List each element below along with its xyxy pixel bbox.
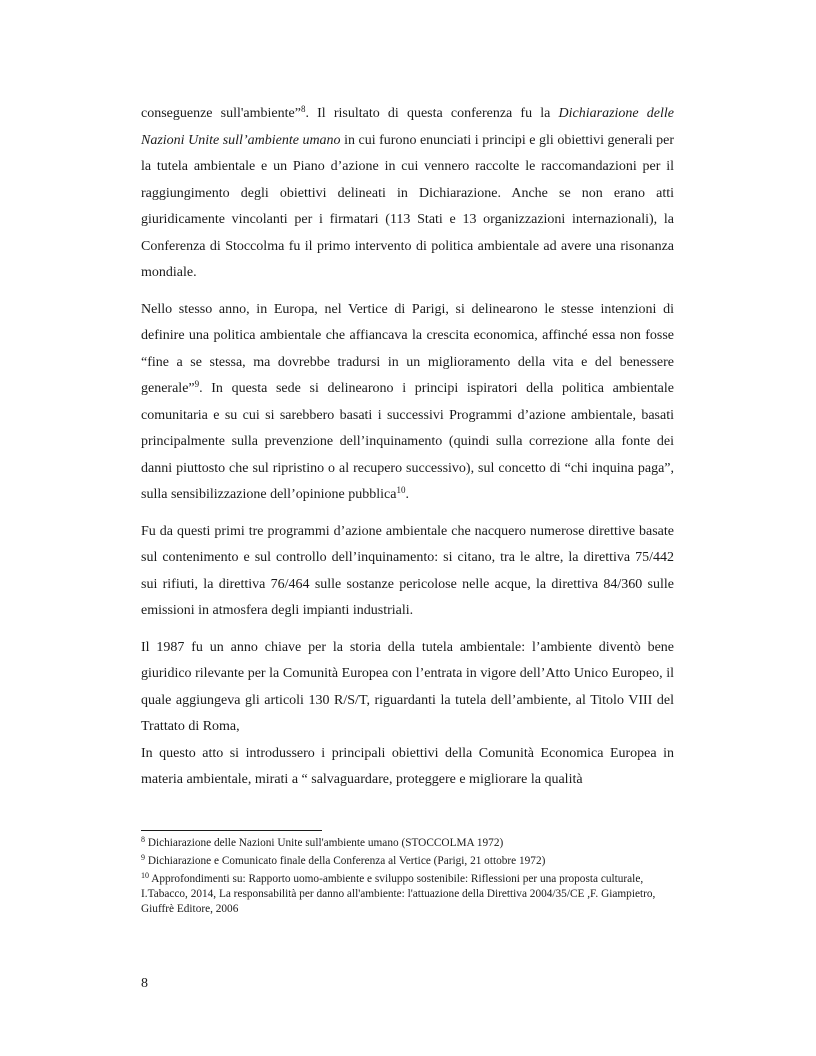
footnote-text: Dichiarazione e Comunicato finale della Conferenza al Vertice (Parigi, 21 ottobre 1972) bbox=[145, 855, 546, 867]
paragraph-text: In questo atto si introdussero i principali obiettivi della Comunità Economica Europea in materia ambientale, mirati a “ salvaguardare, proteggere e migliorare la qualità bbox=[141, 745, 674, 787]
footnote bbox=[141, 854, 674, 869]
footnote bbox=[141, 836, 674, 851]
footnotes bbox=[141, 836, 674, 920]
paragraph bbox=[141, 297, 674, 509]
italic-text: Dichiarazione delle Nazioni Unite sull’ambiente umano bbox=[141, 106, 675, 148]
paragraph bbox=[141, 635, 674, 741]
paragraph bbox=[141, 741, 674, 794]
footnote-number: 8 bbox=[141, 835, 145, 844]
footnote-text: Dichiarazione delle Nazioni Unite sull'ambiente umano (STOCCOLMA 1972) bbox=[145, 837, 504, 849]
paragraph-text: . Il risultato di questa conferenza fu la bbox=[305, 106, 559, 121]
footnote bbox=[141, 872, 674, 917]
paragraph-text: Nello stesso anno, in Europa, nel Vertice di Parigi, si delinearono le stesse intenzioni di definire una politica ambientale che affiancava la crescita economica, affinché essa non fosse “fine a se stessa, ma dovrebbe tradursi in un miglioramento della vita e del benessere generale” bbox=[141, 301, 674, 396]
paragraph-text: Il 1987 fu un anno chiave per la storia della tutela ambientale: l’ambiente diventò bene giuridico rilevante per la Comunità Europea con l’entrata in vigore dell’Atto Unico Europeo, il quale aggiungeva gli articoli 130 R/S/T, riguardanti la tutela dell’ambiente, al Titolo VIII del Trattato di Roma, bbox=[141, 639, 674, 734]
paragraph-text: Fu da questi primi tre programmi d’azione ambientale che nacquero numerose direttive basate sul contenimento e sul controllo dell’inquinamento: si citano, tra le altre, la direttiva 75/442 sui rifiuti, la direttiva 76/464 sulle sostanze pericolose nelle acque, la direttiva 84/360 sulle emissioni in atmosfera degli impianti industriali. bbox=[141, 523, 674, 618]
footnote-separator bbox=[141, 830, 322, 831]
paragraph-text: . bbox=[405, 487, 409, 502]
footnote-text: Approfondimenti su: Rapporto uomo-ambiente e sviluppo sostenibile: Riflessioni per una proposta culturale, I.Tabacco, 2014, La responsabilità per danno all'ambiente: l'attuazione della Direttiva 2004/35/CE ,F. Giampietro, Giuffrè Editore, 2006 bbox=[141, 873, 656, 915]
paragraph-text: in cui furono enunciati i principi e gli obiettivi generali per la tutela ambientale e un Piano d’azione in cui vennero raccolte le raccomandazioni per il raggiungimento degli obiettivi delineati in Dichiarazione. Anche se non erano atti giuridicamente vincolanti per i firmatari (113 Stati e 13 organizzazioni internazionali), la Conferenza di Stoccolma fu il primo intervento di politica ambientale ad avere una risonanza mondiale. bbox=[141, 132, 674, 280]
paragraph bbox=[141, 519, 674, 625]
footnote-number: 10 bbox=[141, 871, 149, 880]
footnote-reference: 8 bbox=[300, 104, 306, 114]
footnote-reference: 9 bbox=[194, 379, 200, 389]
paragraph-text: . In questa sede si delinearono i principi ispiratori della politica ambientale comunitaria e su cui si sarebbero basati i successivi Programmi d’azione ambientale, basati principalmente sulla prevenzione dell’inquinamento (quindi sulla correzione alla fonte dei danni piuttosto che sul ripristino o al recupero successivo), sul concetto di “chi inquina paga”, sulla sensibilizzazione dell’opinione pubblica bbox=[141, 381, 674, 502]
footnote-reference: 10 bbox=[396, 485, 406, 495]
body-text bbox=[141, 101, 674, 804]
footnote-number: 9 bbox=[141, 853, 145, 862]
paragraph-text: conseguenze sull'ambiente” bbox=[141, 106, 301, 121]
page-number: 8 bbox=[141, 976, 148, 991]
paragraph bbox=[141, 101, 674, 287]
